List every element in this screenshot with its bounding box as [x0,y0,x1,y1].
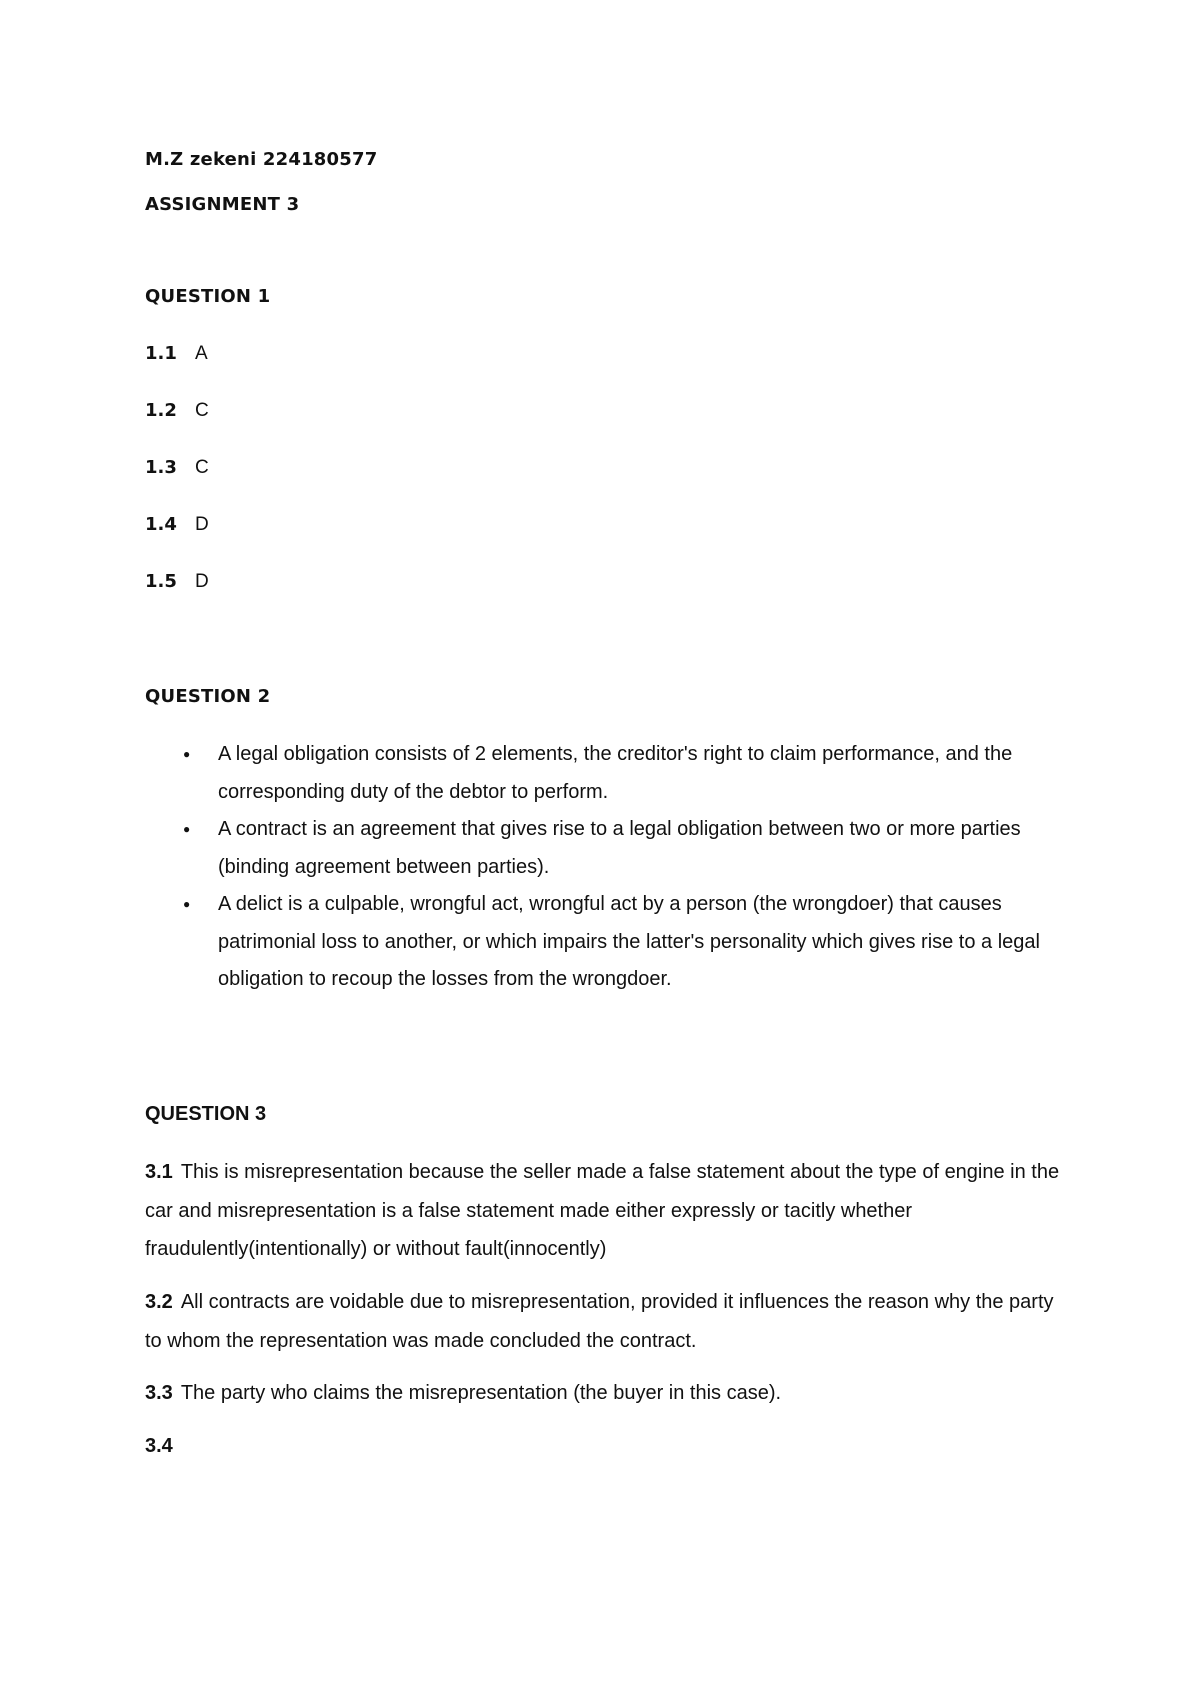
list-item [181,736,1061,811]
question-1-heading: QUESTION 1 [145,286,271,307]
answer-value: C [195,457,209,478]
bullet-icon: ● [183,747,191,761]
part-number: 3.4 [145,1435,173,1457]
question-3-part [145,1283,1065,1360]
list-item-text: A contract is an agreement that gives rise to a legal obligation between two or more parties (binding agreement between parties). [218,818,1021,878]
answer-number: 1.3 [145,457,177,478]
question-3-heading: QUESTION 3 [145,1103,267,1125]
question-3-part [145,1153,1065,1269]
bullet-icon: ● [183,822,191,836]
part-number: 3.1 [145,1161,173,1183]
bullet-icon: ● [183,897,191,911]
answer-number: 1.5 [145,571,177,592]
list-item [181,886,1061,999]
list-item-text: A legal obligation consists of 2 elements, the creditor's right to claim performance, and the corresponding duty of the debtor to perform. [218,743,1013,803]
list-item-text: A delict is a culpable, wrongful act, wrongful act by a person (the wrongdoer) that causes patrimonial loss to another, or which impairs the latter's personality which gives rise to a legal obligation to recoup the losses from the wrongdoer. [218,893,1040,990]
answer-number: 1.4 [145,514,177,535]
answer-value: D [195,514,209,535]
question-2-heading: QUESTION 2 [145,686,271,707]
question-3-part [145,1427,1065,1466]
answer-number: 1.1 [145,343,177,364]
answer-value: C [195,400,209,421]
answer-value: A [195,343,208,364]
student-name-id: M.Z zekeni 224180577 [145,149,378,170]
question-2-bullet-list [181,736,1061,999]
part-text: The party who claims the misrepresentation (the buyer in this case). [180,1382,782,1404]
part-number: 3.2 [145,1291,173,1313]
part-text: All contracts are voidable due to misrepresentation, provided it influences the reason why the party to whom the representation was made concluded the contract. [145,1291,1054,1352]
answer-number: 1.2 [145,400,177,421]
answer-value: D [195,571,209,592]
part-number: 3.3 [145,1382,173,1404]
part-text: This is misrepresentation because the seller made a false statement about the type of engine in the car and misrepresentation is a false statement made either expressly or tacitly whether fraudulently(intentionally) or without fault(innocently) [145,1161,1060,1260]
list-item [181,811,1061,886]
assignment-title: ASSIGNMENT 3 [145,194,300,215]
question-3-part [145,1374,1065,1413]
